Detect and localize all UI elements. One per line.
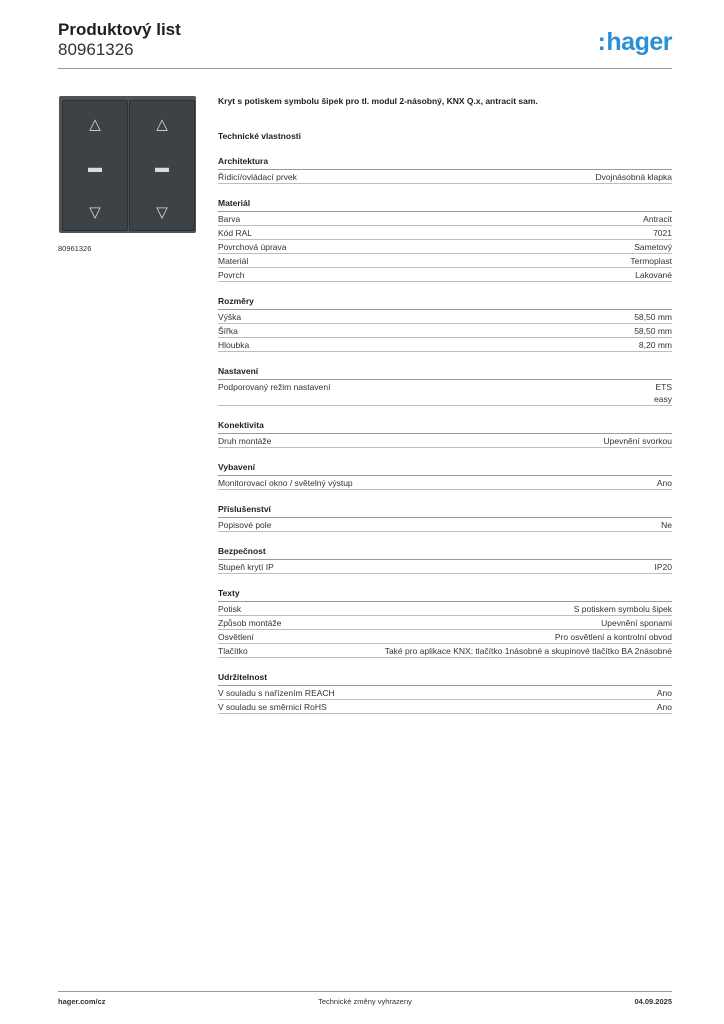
spec-row <box>218 310 672 324</box>
spec-label: Popisové pole <box>218 520 272 530</box>
section-title: Texty <box>218 588 672 602</box>
spec-value: Antracit <box>643 214 672 224</box>
spec-value: Ano <box>656 702 672 712</box>
document-number: 80961326 <box>58 40 134 59</box>
spec-label: Řídicí/ovládací prvek <box>218 172 297 182</box>
spec-label: Osvětlení <box>218 632 254 642</box>
spec-section <box>218 366 672 406</box>
spec-row <box>218 476 672 490</box>
section-title: Udržitelnost <box>218 672 672 686</box>
section-title: Materiál <box>218 198 672 212</box>
product-image <box>58 95 197 234</box>
spec-section <box>218 672 672 714</box>
spec-row <box>218 630 672 644</box>
product-content <box>218 96 672 714</box>
spec-label: Druh montáže <box>218 436 272 446</box>
spec-section <box>218 546 672 574</box>
section-title: Vybavení <box>218 462 672 476</box>
spec-label: Hloubka <box>218 340 250 350</box>
document-title: Produktový list <box>58 20 181 39</box>
spec-section <box>218 420 672 448</box>
footer-divider <box>58 991 672 992</box>
section-title: Konektivita <box>218 420 672 434</box>
spec-row <box>218 212 672 226</box>
footer-disclaimer: Technické změny vyhrazeny <box>318 997 412 1006</box>
spec-label: V souladu s nařízením REACH <box>218 688 335 698</box>
spec-label: Tlačítko <box>218 646 248 656</box>
image-caption: 80961326 <box>58 244 92 253</box>
arrow-up-icon: △ <box>156 116 168 133</box>
spec-value: Termoplast <box>630 256 672 266</box>
spec-row <box>218 240 672 254</box>
spec-value: Ano <box>656 688 672 698</box>
spec-value: Pro osvětlení a kontrolní obvod <box>554 632 672 642</box>
footer-date: 04.09.2025 <box>634 997 672 1006</box>
spec-row <box>218 324 672 338</box>
spec-label: Způsob montáže <box>218 618 282 628</box>
dash-icon: ▬ <box>155 159 169 175</box>
arrow-down-icon: ▽ <box>89 204 101 221</box>
spec-row <box>218 268 672 282</box>
arrow-up-icon: △ <box>89 116 101 133</box>
header-divider <box>58 68 672 69</box>
product-description: Kryt s potiskem symbolu šipek pro tl. modul 2-násobný, KNX Q.x, antracit sam. <box>218 96 538 106</box>
spec-value: ETS easy <box>654 382 672 404</box>
spec-row <box>218 226 672 240</box>
spec-row <box>218 560 672 574</box>
section-title: Bezpečnost <box>218 546 672 560</box>
spec-row <box>218 700 672 714</box>
section-title: Architektura <box>218 156 672 170</box>
technical-properties-heading: Technické vlastnosti <box>218 131 301 141</box>
spec-row <box>218 686 672 700</box>
page-footer <box>58 997 672 1009</box>
spec-value: Dvojnásobná klapka <box>595 172 672 182</box>
spec-row <box>218 518 672 532</box>
right-rocker <box>129 100 195 231</box>
spec-section <box>218 198 672 282</box>
spec-label: Výška <box>218 312 242 322</box>
spec-label: Barva <box>218 214 241 224</box>
spec-value: Sametový <box>634 242 672 252</box>
spec-value: IP20 <box>654 562 672 572</box>
spec-section <box>218 296 672 352</box>
spec-label: Potisk <box>218 604 242 614</box>
spec-row <box>218 434 672 448</box>
hager-logo: :hager <box>597 28 672 56</box>
spec-row <box>218 616 672 630</box>
spec-row <box>218 380 672 406</box>
spec-value: Upevnění sponami <box>601 618 672 628</box>
footer-website[interactable]: hager.com/cz <box>58 997 106 1006</box>
spec-value: 58,50 mm <box>634 326 672 336</box>
spec-row <box>218 338 672 352</box>
section-title: Rozměry <box>218 296 672 310</box>
section-title: Nastavení <box>218 366 672 380</box>
spec-row <box>218 602 672 616</box>
spec-value: 58,50 mm <box>634 312 672 322</box>
spec-label: Monitorovací okno / světelný výstup <box>218 478 353 488</box>
spec-value: Upevnění svorkou <box>603 436 672 446</box>
section-title: Příslušenství <box>218 504 672 518</box>
cover-plate <box>59 96 196 233</box>
spec-value: Také pro aplikace KNX: tlačítko 1násobné a skupinové tlačítko BA 2násobné <box>384 646 672 656</box>
spec-label: Povrchová úprava <box>218 242 287 252</box>
spec-label: Kód RAL <box>218 228 253 238</box>
dash-icon: ▬ <box>88 159 102 175</box>
spec-row <box>218 644 672 658</box>
spec-section <box>218 504 672 532</box>
spec-value: S potiskem symbolu šipek <box>573 604 672 614</box>
spec-label: Šířka <box>218 326 238 336</box>
spec-sections <box>218 156 672 714</box>
spec-row <box>218 254 672 268</box>
spec-label: V souladu se směrnicí RoHS <box>218 702 327 712</box>
arrow-down-icon: ▽ <box>156 204 168 221</box>
spec-label: Podporovaný režim nastavení <box>218 382 331 392</box>
spec-label: Materiál <box>218 256 249 266</box>
spec-value: Ano <box>656 478 672 488</box>
left-rocker <box>62 100 128 231</box>
spec-section <box>218 462 672 490</box>
spec-value: Ne <box>661 520 672 530</box>
page-header <box>58 20 672 60</box>
spec-row <box>218 170 672 184</box>
spec-value: 8,20 mm <box>638 340 672 350</box>
spec-value: 7021 <box>653 228 672 238</box>
spec-value: Lakované <box>635 270 672 280</box>
spec-label: Stupeň krytí IP <box>218 562 274 572</box>
spec-section <box>218 156 672 184</box>
spec-section <box>218 588 672 658</box>
spec-label: Povrch <box>218 270 245 280</box>
